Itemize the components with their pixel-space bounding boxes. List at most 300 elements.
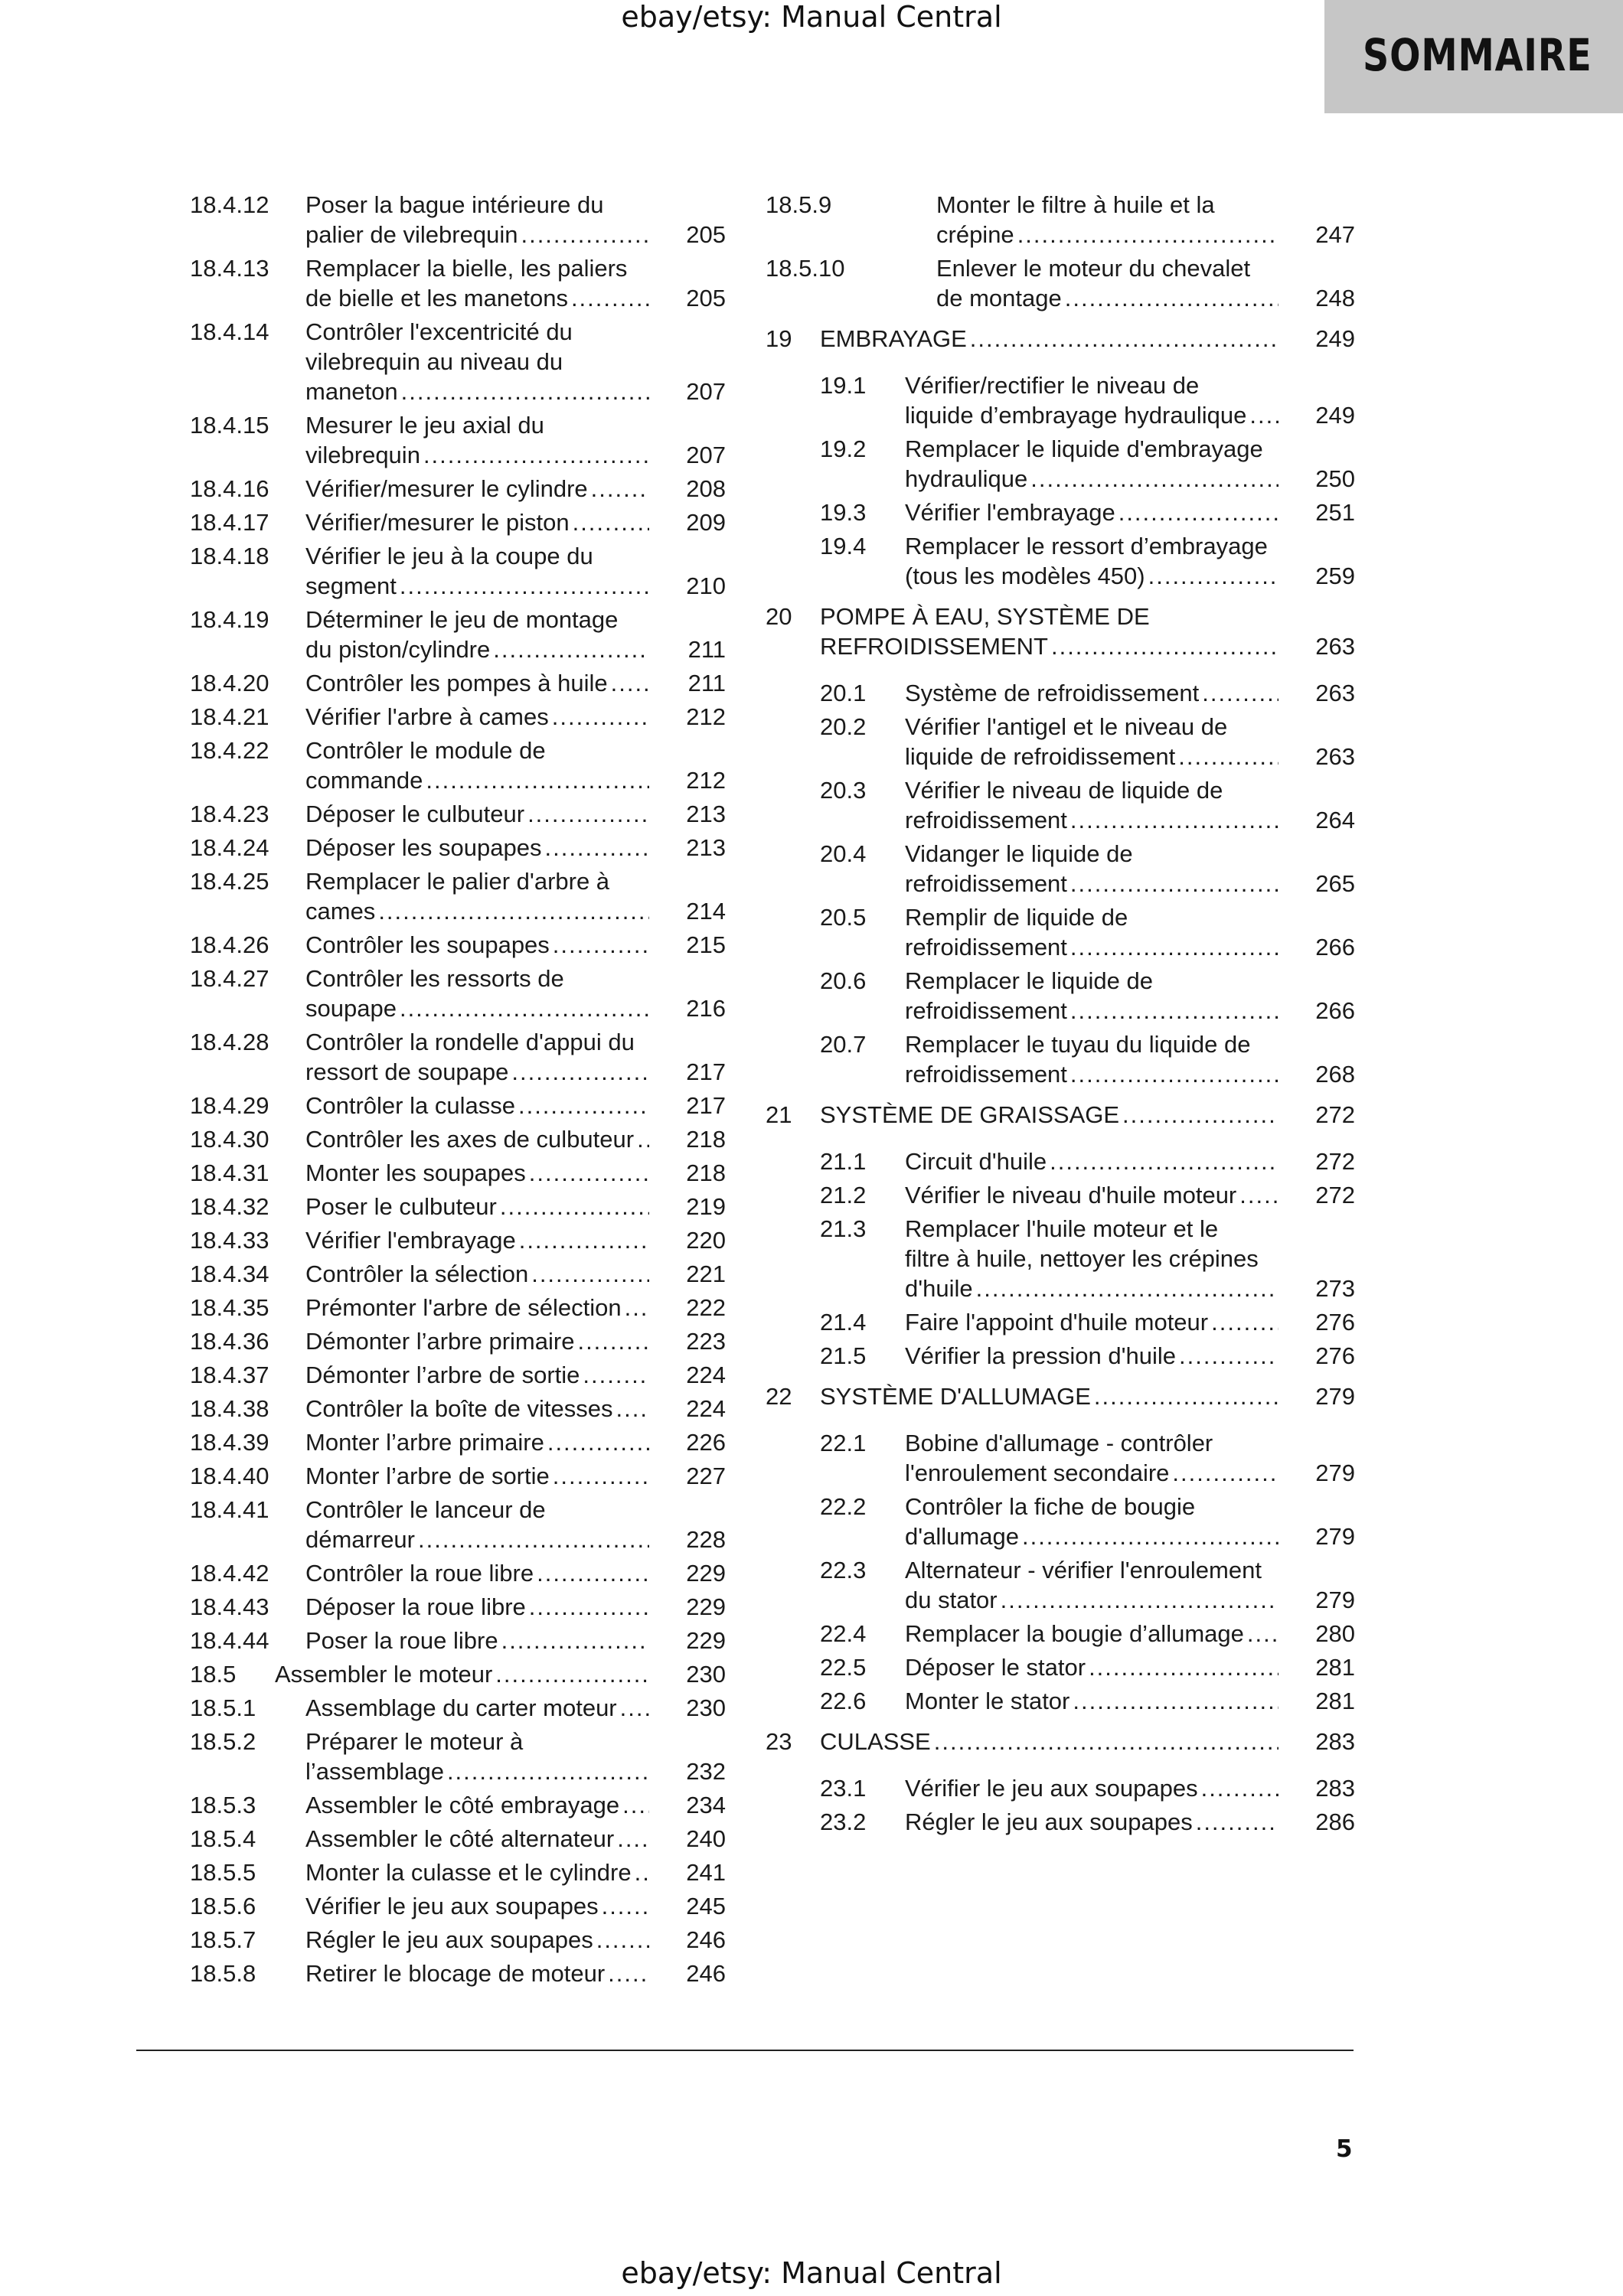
toc-entry-page: 251 — [1315, 499, 1355, 526]
toc-entry[interactable] — [766, 1492, 1355, 1551]
toc-entry[interactable] — [190, 1293, 726, 1322]
toc-entry-title-line: Vérifier le jeu aux soupapes — [905, 1775, 1198, 1802]
toc-entry-page: 263 — [1315, 633, 1355, 660]
toc-entry-title-line: vilebrequin — [305, 442, 420, 468]
toc-entry-number: 18.5 — [190, 1661, 237, 1688]
dot-leader — [544, 833, 649, 863]
toc-entry-number: 23.2 — [820, 1808, 867, 1835]
toc-entry-title-line: de montage — [936, 285, 1062, 311]
toc-entry[interactable] — [190, 1693, 726, 1723]
toc-entry-title-line: Contrôler la roue libre — [305, 1560, 534, 1587]
toc-entry-number: 18.4.29 — [190, 1092, 269, 1119]
toc-entry-page: 272 — [1315, 1101, 1355, 1128]
toc-entry-number: 18.5.10 — [766, 255, 845, 282]
toc-entry-title — [905, 1807, 1355, 1837]
toc-entry[interactable] — [190, 1558, 726, 1588]
toc-entry-number: 18.4.21 — [190, 703, 269, 730]
toc-entry-title-line: CULASSE — [820, 1728, 931, 1755]
toc-entry-number: 18.4.44 — [190, 1627, 269, 1654]
toc-entry-title-line: ressort de soupape — [305, 1058, 509, 1085]
toc-entry-number: 18.4.32 — [190, 1193, 269, 1220]
toc-entry-number: 18.4.36 — [190, 1328, 269, 1355]
toc-entry-title-line: Régler le jeu aux soupapes — [905, 1808, 1193, 1835]
toc-entry[interactable] — [766, 1381, 1355, 1411]
toc-entry-title — [305, 1790, 726, 1820]
toc-entry[interactable] — [766, 775, 1355, 835]
toc-entry[interactable] — [190, 1192, 726, 1221]
toc-entry-number: 18.4.22 — [190, 737, 269, 764]
toc-entry[interactable] — [766, 839, 1355, 899]
toc-entry-number: 22.4 — [820, 1620, 867, 1647]
toc-entry[interactable] — [190, 1259, 726, 1289]
toc-entry-number: 18.5.1 — [190, 1694, 256, 1721]
toc-entry[interactable] — [766, 1652, 1355, 1682]
page-number: 5 — [1336, 2135, 1353, 2163]
toc-entry-page: 276 — [1315, 1309, 1355, 1336]
toc-entry-title-line: Contrôler la rondelle d'appui du — [305, 1029, 635, 1055]
dot-leader — [400, 993, 649, 1023]
toc-entry-number: 22.3 — [820, 1557, 867, 1583]
toc-entry-page: 286 — [1315, 1808, 1355, 1835]
toc-entry-page: 218 — [686, 1126, 726, 1153]
dot-leader — [1118, 497, 1278, 527]
toc-entry-page: 216 — [686, 995, 726, 1022]
toc-entry-title-line: Assemblage du carter moteur — [305, 1694, 617, 1721]
toc-entry-title-line: EMBRAYAGE — [820, 325, 967, 352]
toc-entry-number: 19.1 — [820, 372, 867, 399]
toc-entry[interactable] — [190, 1091, 726, 1120]
toc-entry[interactable] — [766, 1773, 1355, 1803]
toc-entry-page: 279 — [1315, 1523, 1355, 1550]
toc-entry-title-line: Monter l’arbre de sortie — [305, 1463, 550, 1489]
dot-leader — [1070, 996, 1278, 1026]
dot-leader — [501, 1626, 649, 1655]
toc-entry-title — [305, 541, 726, 601]
toc-entry-number: 18.4.27 — [190, 965, 269, 992]
toc-entry[interactable] — [190, 190, 726, 249]
toc-entry-number: 18.4.39 — [190, 1429, 269, 1456]
toc-entry[interactable] — [190, 410, 726, 470]
toc-entry-number: 18.4.35 — [190, 1294, 269, 1321]
toc-entry[interactable] — [766, 370, 1355, 430]
toc-entry-page: 247 — [1315, 221, 1355, 248]
toc-entry-title — [275, 1659, 726, 1689]
toc-entry-title-line: Assembler le côté embrayage — [305, 1792, 620, 1818]
toc-entry-title-line: Vérifier/mesurer le piston — [305, 509, 570, 536]
toc-entry-page: 229 — [686, 1560, 726, 1587]
toc-entry-page: 265 — [1315, 870, 1355, 897]
toc-entry-number: 20.3 — [820, 777, 867, 804]
toc-entry[interactable] — [190, 1659, 726, 1689]
toc-entry-page: 207 — [686, 378, 726, 405]
toc-entry[interactable] — [190, 1427, 726, 1457]
toc-entry-page: 272 — [1315, 1182, 1355, 1208]
dot-leader — [1070, 932, 1278, 962]
toc-entry-title — [305, 1326, 726, 1356]
toc-entry-title — [905, 1686, 1355, 1716]
toc-entry-title-line: Circuit d'huile — [905, 1148, 1047, 1175]
toc-entry-title-line: Assembler le moteur — [275, 1661, 493, 1688]
toc-entry-page: 214 — [686, 898, 726, 925]
toc-entry-title-line: crépine — [936, 221, 1014, 248]
toc-entry-title — [305, 1824, 726, 1854]
toc-entry-page: 259 — [1315, 563, 1355, 589]
toc-entry-title — [305, 964, 726, 1023]
toc-entry-title-line: Bobine d'allumage - contrôler — [905, 1430, 1213, 1456]
toc-entry[interactable] — [766, 712, 1355, 771]
toc-entry-title-line: Démonter l’arbre de sortie — [305, 1362, 580, 1388]
toc-entry-page: 219 — [686, 1193, 726, 1220]
toc-entry-title-line: Contrôler l'excentricité du — [305, 318, 573, 345]
toc-entry[interactable] — [766, 1100, 1355, 1130]
toc-entry-number: 18.5.5 — [190, 1859, 256, 1886]
toc-entry-number: 22 — [766, 1383, 792, 1410]
toc-entry-title-line: Monter les soupapes — [305, 1159, 526, 1186]
toc-entry-page: 249 — [1315, 325, 1355, 352]
toc-entry[interactable] — [766, 1146, 1355, 1176]
toc-entry[interactable] — [190, 1790, 726, 1820]
toc-column-right — [766, 190, 1355, 1841]
toc-entry-title-line: cames — [305, 898, 376, 925]
toc-entry[interactable] — [766, 1180, 1355, 1210]
toc-entry-page: 240 — [686, 1825, 726, 1852]
toc-entry-title — [905, 1428, 1355, 1488]
dot-leader — [529, 1158, 649, 1188]
toc-entry-title-line: filtre à huile, nettoyer les crépines — [905, 1245, 1259, 1272]
toc-entry-page: 205 — [686, 221, 726, 248]
toc-entry-page: 212 — [686, 767, 726, 794]
toc-entry-title-line: Vérifier l'arbre à cames — [305, 703, 549, 730]
dot-leader — [571, 283, 649, 313]
dot-leader — [591, 474, 649, 504]
toc-entry-number: 18.4.20 — [190, 670, 269, 696]
toc-entry[interactable] — [190, 1857, 726, 1887]
toc-entry-title-line: Remplacer le liquide de — [905, 967, 1153, 994]
toc-entry-title — [820, 324, 1355, 354]
toc-entry-title — [305, 1626, 726, 1655]
toc-entry-title-line: Vérifier/rectifier le niveau de — [905, 372, 1200, 399]
watermark-top: ebay/etsy: Manual Central — [621, 0, 1002, 34]
dot-leader — [596, 1925, 649, 1955]
toc-entry-number: 18.5.9 — [766, 191, 832, 218]
toc-entry-title — [905, 1492, 1355, 1551]
toc-entry-title-line: liquide d’embrayage hydraulique — [905, 402, 1247, 429]
toc-entry-page: 211 — [687, 636, 726, 663]
toc-entry-number: 23.1 — [820, 1775, 867, 1802]
toc-entry-title — [305, 1027, 726, 1087]
toc-entry-title — [820, 1100, 1355, 1130]
toc-entry-title-line: Monter la culasse et le cylindre — [305, 1859, 632, 1886]
toc-entry-title-line: Prémonter l'arbre de sélection — [305, 1294, 622, 1321]
toc-entry-title — [305, 317, 726, 406]
toc-entry-page: 281 — [1315, 1688, 1355, 1714]
toc-entry-title — [305, 735, 726, 795]
toc-entry[interactable] — [190, 1225, 726, 1255]
toc-entry[interactable] — [190, 605, 726, 664]
dot-leader — [1030, 464, 1278, 494]
toc-entry-title — [305, 1394, 726, 1424]
toc-entry-number: 18.4.26 — [190, 931, 269, 958]
toc-entry-number: 18.4.37 — [190, 1362, 269, 1388]
toc-entry-title-line: Vérifier l'antigel et le niveau de — [905, 713, 1228, 740]
toc-entry[interactable] — [190, 1626, 726, 1655]
dot-leader — [495, 1659, 649, 1689]
toc-entry[interactable] — [766, 497, 1355, 527]
toc-entry-page: 279 — [1315, 1383, 1355, 1410]
toc-entry-page: 208 — [686, 475, 726, 502]
toc-entry[interactable] — [190, 507, 726, 537]
toc-entry[interactable] — [190, 735, 726, 795]
toc-entry-number: 21.3 — [820, 1215, 867, 1242]
toc-entry[interactable] — [190, 702, 726, 732]
toc-entry-page: 263 — [1315, 743, 1355, 770]
toc-entry-title — [305, 474, 726, 504]
toc-entry-page: 229 — [686, 1627, 726, 1654]
toc-entry-page: 227 — [686, 1463, 726, 1489]
toc-entry[interactable] — [190, 1124, 726, 1154]
toc-entry[interactable] — [190, 1495, 726, 1554]
toc-entry-page: 280 — [1315, 1620, 1355, 1647]
toc-entry-title — [905, 434, 1355, 494]
toc-entry-title-line: Remplacer le tuyau du liquide de — [905, 1031, 1251, 1058]
toc-entry-title-line: Enlever le moteur du chevalet — [936, 255, 1251, 282]
toc-entry-number: 22.5 — [820, 1654, 867, 1681]
toc-entry-title — [305, 1293, 726, 1322]
dot-leader — [418, 1525, 649, 1554]
toc-entry-number: 20.7 — [820, 1031, 867, 1058]
dot-leader — [529, 1592, 649, 1622]
toc-entry-title-line: POMPE À EAU, SYSTÈME DE — [820, 603, 1150, 630]
toc-entry[interactable] — [766, 253, 1355, 313]
toc-entry[interactable] — [190, 1027, 726, 1087]
toc-entry-number: 19.4 — [820, 533, 867, 559]
toc-entry[interactable] — [766, 434, 1355, 494]
toc-column-left — [190, 190, 726, 1992]
dot-leader — [635, 1857, 649, 1887]
toc-entry-title — [305, 1225, 726, 1255]
toc-entry-title — [905, 1307, 1355, 1337]
toc-entry-page: 223 — [686, 1328, 726, 1355]
toc-entry-number: 18.4.33 — [190, 1227, 269, 1254]
toc-entry-title-line: Contrôler la fiche de bougie — [905, 1493, 1196, 1520]
toc-entry-title-line: palier de vilebrequin — [305, 221, 518, 248]
toc-entry-number: 18.4.23 — [190, 801, 269, 827]
toc-entry-title — [305, 1192, 726, 1221]
toc-entry[interactable] — [190, 1360, 726, 1390]
toc-entry-title-line: Contrôler la sélection — [305, 1261, 529, 1287]
dot-leader — [611, 668, 649, 698]
dot-leader — [1202, 678, 1278, 708]
toc-entry-page: 249 — [1315, 402, 1355, 429]
toc-entry[interactable] — [190, 1158, 726, 1188]
toc-entry[interactable] — [190, 253, 726, 313]
toc-entry[interactable] — [190, 964, 726, 1023]
toc-entry[interactable] — [190, 1727, 726, 1786]
toc-entry-page: 264 — [1315, 807, 1355, 833]
toc-entry-page: 241 — [686, 1859, 726, 1886]
toc-entry[interactable] — [766, 902, 1355, 962]
toc-entry-title — [305, 930, 726, 960]
toc-entry-title — [820, 1727, 1355, 1756]
toc-entry-page: 207 — [686, 442, 726, 468]
toc-entry[interactable] — [190, 833, 726, 863]
toc-entry-title — [305, 1958, 726, 1988]
toc-entry[interactable] — [766, 1807, 1355, 1837]
toc-entry-title-line: du piston/cylindre — [305, 636, 491, 663]
toc-entry-title-line: REFROIDISSEMENT — [820, 633, 1048, 660]
toc-entry-number: 18.4.12 — [190, 191, 269, 218]
toc-entry[interactable] — [190, 1461, 726, 1491]
toc-entry-number: 18.4.15 — [190, 412, 269, 439]
dot-leader — [970, 324, 1278, 354]
toc-entry[interactable] — [190, 930, 726, 960]
toc-entry-title-line: d'huile — [905, 1275, 973, 1302]
dot-leader — [426, 765, 649, 795]
toc-entry-page: 283 — [1315, 1728, 1355, 1755]
toc-entry-number: 18.5.8 — [190, 1960, 256, 1987]
toc-entry[interactable] — [190, 1925, 726, 1955]
toc-entry-title-line: démarreur — [305, 1526, 415, 1553]
toc-entry-number: 20.2 — [820, 713, 867, 740]
toc-entry-title-line: Remplir de liquide de — [905, 904, 1128, 931]
toc-entry-title-line: Vérifier l'embrayage — [905, 499, 1115, 526]
dot-leader — [1122, 1100, 1278, 1130]
toc-entry[interactable] — [766, 1307, 1355, 1337]
toc-entry[interactable] — [766, 324, 1355, 354]
toc-entry-title — [905, 531, 1355, 591]
toc-entry-title — [905, 966, 1355, 1026]
dot-leader — [1001, 1585, 1278, 1615]
toc-entry-page: 213 — [686, 834, 726, 861]
toc-entry[interactable] — [190, 1394, 726, 1424]
toc-entry-title — [905, 678, 1355, 708]
toc-entry[interactable] — [766, 678, 1355, 708]
toc-entry-title-line: Remplacer le palier d'arbre à — [305, 868, 610, 895]
toc-entry[interactable] — [766, 966, 1355, 1026]
toc-entry-page: 234 — [686, 1792, 726, 1818]
toc-entry[interactable] — [766, 1029, 1355, 1089]
toc-entry-title-line: Mesurer le jeu axial du — [305, 412, 544, 439]
toc-entry[interactable] — [190, 668, 726, 698]
toc-entry-number: 18.4.40 — [190, 1463, 269, 1489]
toc-entry-title-line: commande — [305, 767, 423, 794]
toc-entry-title — [305, 1158, 726, 1188]
toc-entry-number: 19 — [766, 325, 792, 352]
toc-entry[interactable] — [766, 1341, 1355, 1371]
toc-entry[interactable] — [766, 602, 1355, 661]
toc-entry[interactable] — [190, 1824, 726, 1854]
toc-entry-number: 18.4.17 — [190, 509, 269, 536]
toc-entry[interactable] — [190, 1326, 726, 1356]
dot-leader — [531, 1259, 649, 1289]
toc-entry-number: 20.6 — [820, 967, 867, 994]
toc-entry-title — [905, 1341, 1355, 1371]
dot-leader — [1017, 220, 1278, 249]
toc-entry-title — [305, 1693, 726, 1723]
toc-entry[interactable] — [766, 190, 1355, 249]
toc-entry[interactable] — [766, 1555, 1355, 1615]
toc-entry-title-line: Démonter l’arbre primaire — [305, 1328, 575, 1355]
toc-entry-number: 20.1 — [820, 680, 867, 706]
toc-entry-page: 229 — [686, 1593, 726, 1620]
dot-leader — [976, 1274, 1278, 1303]
toc-entry-title-line: Monter l’arbre primaire — [305, 1429, 544, 1456]
toc-entry-title-line: Vérifier le niveau de liquide de — [905, 777, 1223, 804]
toc-entry[interactable] — [190, 799, 726, 829]
toc-entry-title-line: SYSTÈME D'ALLUMAGE — [820, 1383, 1091, 1410]
toc-entry-title — [905, 370, 1355, 430]
toc-entry-title-line: de bielle et les manetons — [305, 285, 568, 311]
toc-entry-page: 209 — [686, 509, 726, 536]
toc-entry[interactable] — [190, 866, 726, 926]
toc-entry-title — [905, 1652, 1355, 1682]
toc-entry[interactable] — [766, 531, 1355, 591]
toc-entry-title — [905, 902, 1355, 962]
dot-leader — [511, 1057, 649, 1087]
dot-leader — [1239, 1180, 1278, 1210]
watermark-bottom: ebay/etsy: Manual Central — [621, 2256, 1002, 2290]
toc-entry-title — [905, 1555, 1355, 1615]
toc-entry-page: 228 — [686, 1526, 726, 1553]
toc-entry[interactable] — [766, 1428, 1355, 1488]
toc-entry-page: 211 — [687, 670, 726, 696]
dot-leader — [1148, 561, 1278, 591]
dot-leader — [1196, 1807, 1278, 1837]
toc-entry[interactable] — [190, 317, 726, 406]
dot-leader — [1247, 1619, 1278, 1649]
toc-entry-title-line: Poser le culbuteur — [305, 1193, 497, 1220]
dot-leader — [1070, 805, 1278, 835]
toc-entry[interactable] — [190, 541, 726, 601]
toc-entry-title-line: liquide de refroidissement — [905, 743, 1176, 770]
toc-entry-title-line: Vidanger le liquide de — [905, 840, 1133, 867]
section-tab — [1324, 0, 1623, 113]
toc-entry-page: 268 — [1315, 1061, 1355, 1088]
toc-entry[interactable] — [190, 1592, 726, 1622]
toc-entry-page: 205 — [686, 285, 726, 311]
toc-entry-title-line: Retirer le blocage de moteur — [305, 1960, 606, 1987]
toc-entry-page: 226 — [686, 1429, 726, 1456]
toc-entry-number: 22.1 — [820, 1430, 867, 1456]
toc-entry[interactable] — [190, 1958, 726, 1988]
toc-entry-number: 19.2 — [820, 435, 867, 462]
dot-leader — [553, 1461, 649, 1491]
toc-entry[interactable] — [766, 1619, 1355, 1649]
dot-leader — [521, 220, 649, 249]
toc-entry-title-line: hydraulique — [905, 465, 1028, 492]
toc-entry[interactable] — [766, 1686, 1355, 1716]
dot-leader — [547, 1427, 649, 1457]
toc-entry[interactable] — [190, 1891, 726, 1921]
toc-entry-title — [305, 1925, 726, 1955]
toc-entry-title-line: Monter le stator — [905, 1688, 1070, 1714]
toc-entry-title — [305, 668, 726, 698]
toc-entry-title — [305, 866, 726, 926]
toc-entry[interactable] — [766, 1727, 1355, 1756]
dot-leader — [1179, 1341, 1278, 1371]
toc-entry-title-line: Contrôler la boîte de vitesses — [305, 1395, 613, 1422]
toc-entry-title — [305, 605, 726, 664]
toc-entry-number: 21.5 — [820, 1342, 867, 1369]
toc-entry[interactable] — [190, 474, 726, 504]
toc-entry-page: 224 — [686, 1395, 726, 1422]
toc-entry-number: 18.5.6 — [190, 1893, 256, 1919]
toc-entry[interactable] — [766, 1214, 1355, 1303]
toc-entry-page: 266 — [1315, 997, 1355, 1024]
toc-entry-number: 18.5.4 — [190, 1825, 256, 1852]
toc-entry-title — [905, 839, 1355, 899]
dot-leader — [616, 1394, 650, 1424]
